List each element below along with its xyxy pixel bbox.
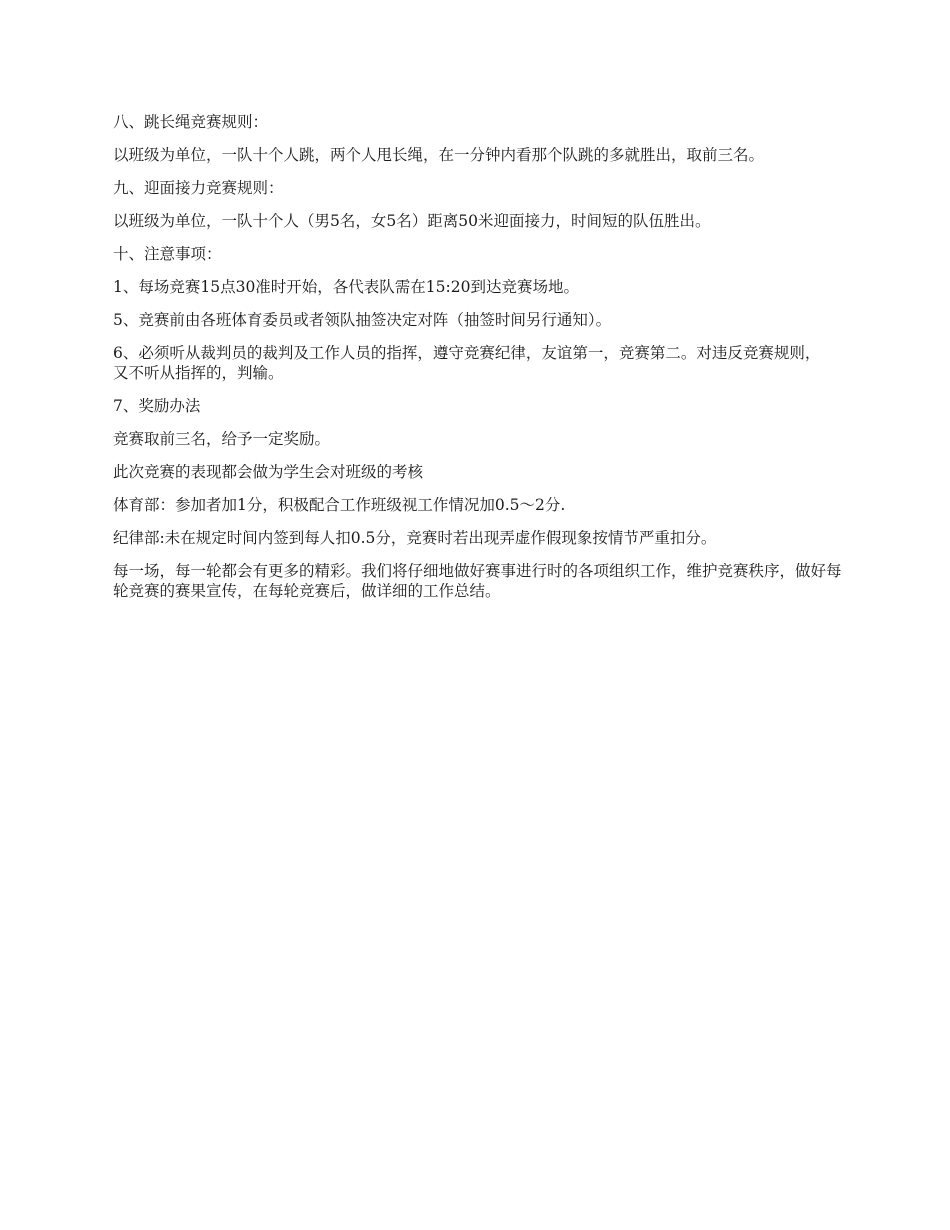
paragraph-sports-dept: 体育部：参加者加1分，积极配合工作班级视工作情况加0.5～2分. [113, 496, 566, 514]
paragraph-award: 竞赛取前三名，给予一定奖励。 [113, 430, 331, 448]
note-item-6: 6、必须听从裁判员的裁判及工作人员的指挥，遵守竞赛纪律，友谊第一，竞赛第二。对违反竞赛规则，又不听从指挥的，判输。 [113, 344, 821, 382]
note-item-7: 7、奖励办法 [113, 397, 201, 415]
paragraph-long-rope-rules: 以班级为单位，一队十个人跳，两个人甩长绳，在一分钟内看那个队跳的多就胜出，取前三名。 [113, 146, 765, 164]
note-item-5: 5、竞赛前由各班体育委员或者领队抽签决定对阵（抽签时间另行通知）。 [113, 311, 612, 329]
section-heading-relay: 九、迎面接力竞赛规则： [113, 179, 284, 197]
document-body [113, 112, 843, 614]
paragraph-closing: 每一场，每一轮都会有更多的精彩。我们将仔细地做好赛事进行时的各项组织工作，维护竞赛秩序，做好每轮竞赛的赛果宣传，在每轮竞赛后，做详细的工作总结。 [113, 562, 842, 600]
paragraph-discipline-dept: 纪律部:未在规定时间内签到每人扣0.5分，竞赛时若出现弄虚作假现象按情节严重扣分。 [113, 529, 717, 547]
paragraph-relay-rules: 以班级为单位，一队十个人（男5名，女5名）距离50米迎面接力，时间短的队伍胜出。 [113, 212, 711, 230]
paragraph-assessment: 此次竞赛的表现都会做为学生会对班级的考核 [113, 463, 424, 481]
section-heading-notes: 十、注意事项： [113, 245, 222, 263]
section-heading-long-rope: 八、跳长绳竞赛规则： [113, 113, 269, 131]
note-item-1: 1、每场竞赛15点30准时开始，各代表队需在15:20到达竞赛场地。 [113, 278, 579, 296]
